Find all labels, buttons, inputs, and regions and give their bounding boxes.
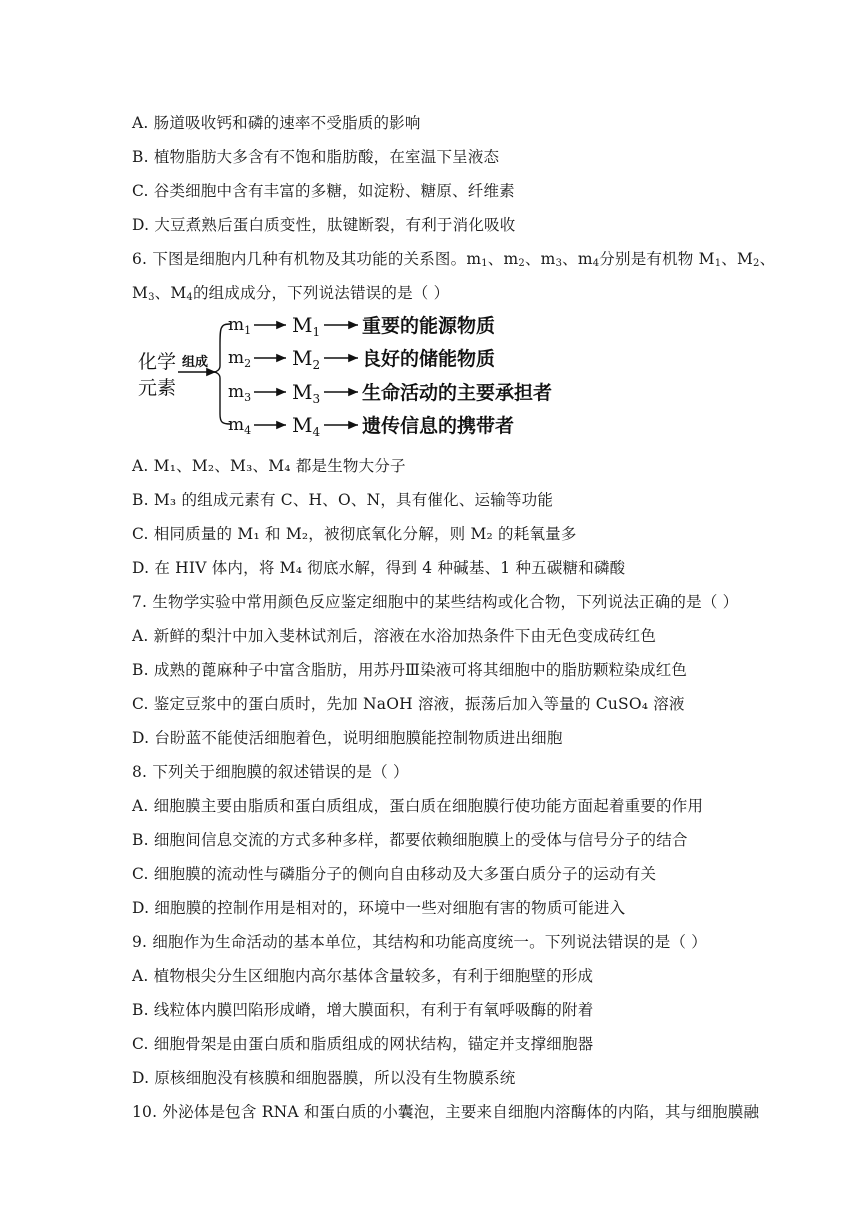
M2-function: 良好的储能物质 (362, 348, 496, 370)
q9-option-a: A. 植物根尖分生区细胞内高尔基体含量较多，有利于细胞壁的形成 (132, 967, 594, 985)
M4-function: 遗传信息的携带者 (362, 415, 515, 437)
q6-option-c: C. 相同质量的 M₁ 和 M₂，被彻底氧化分解，则 M₂ 的耗氧量多 (132, 525, 577, 543)
q7-option-c: C. 鉴定豆浆中的蛋白质时，先加 NaOH 溶液，振荡后加入等量的 CuSO₄ 溶液 (132, 695, 685, 713)
m1-label: $m_1$ (228, 315, 252, 337)
M4-label: $M_4$ (292, 413, 321, 439)
q10-stem: 10. 外泌体是包含 RNA 和蛋白质的小囊泡，主要来自细胞内溶酶体的内陷，其与细胞膜融 (132, 1103, 760, 1121)
q7-option-d: D. 台盼蓝不能使活细胞着色，说明细胞膜能控制物质进出细胞 (132, 729, 563, 747)
M3-label: $M_3$ (292, 380, 321, 406)
q8-option-a: A. 细胞膜主要由脂质和蛋白质组成，蛋白质在细胞膜行使功能方面起着重要的作用 (132, 797, 704, 815)
q6-option-a: A. M₁、M₂、M₃、M₄ 都是生物大分子 (132, 457, 406, 475)
q8-option-d: D. 细胞膜的控制作用是相对的，环境中一些对细胞有害的物质可能进入 (132, 899, 626, 917)
diagram-label-elements: 元素 (138, 377, 177, 399)
q5-option-b: B. 植物脂肪大多含有不饱和脂肪酸，在室温下呈液态 (132, 148, 500, 166)
q5-option-d: D. 大豆煮熟后蛋白质变性，肽键断裂，有利于消化吸收 (132, 216, 516, 234)
q5-option-c: C. 谷类细胞中含有丰富的多糖，如淀粉、糖原、纤维素 (132, 182, 515, 200)
q5-option-a: A. 肠道吸收钙和磷的速率不受脂质的影响 (132, 114, 421, 132)
q8-stem: 8. 下列关于细胞膜的叙述错误的是（ ） (132, 763, 409, 781)
q6-stem-line1: 6. 下图是细胞内几种有机物及其功能的关系图。$m_1$、$m_2$、$m_3$、$m_4$分别是有机物 $M_1$、$M_2$、 (132, 250, 776, 269)
M2-label: $M_2$ (292, 346, 321, 372)
diagram-label-chemical: 化学 (138, 351, 177, 373)
q7-option-b: B. 成熟的蓖麻种子中富含脂肪，用苏丹Ⅲ染液可将其细胞中的脂肪颗粒染成红色 (132, 661, 688, 679)
q6-option-d: D. 在 HIV 体内，将 M₄ 彻底水解，得到 4 种碱基、1 种五碳糖和磷酸 (132, 559, 626, 577)
m4-label: $m_4$ (228, 415, 252, 437)
diagram-row-2 (228, 346, 495, 372)
diagram-row-1 (228, 313, 495, 339)
q9-stem: 9. 细胞作为生命活动的基本单位，其结构和功能高度统一。下列说法错误的是（ ） (132, 933, 707, 951)
q7-stem: 7. 生物学实验中常用颜色反应鉴定细胞中的某些结构或化合物，下列说法正确的是（ ） (132, 593, 739, 611)
q9-option-b: B. 线粒体内膜凹陷形成嵴，增大膜面积，有利于有氧呼吸酶的附着 (132, 1001, 594, 1019)
q6-stem-line2: $M_3$、$M_4$的组成成分，下列说法错误的是（ ） (132, 284, 450, 303)
m3-label: $m_3$ (228, 382, 252, 404)
M3-function: 生命活动的主要承担者 (362, 382, 553, 404)
organic-compounds-diagram (138, 306, 558, 446)
m2-label: $m_2$ (228, 348, 252, 370)
q8-option-b: B. 细胞间信息交流的方式多种多样，都要依赖细胞膜上的受体与信号分子的结合 (132, 831, 688, 849)
diagram-row-3 (228, 380, 552, 406)
diagram-row-4 (228, 413, 514, 439)
q7-option-a: A. 新鲜的梨汁中加入斐林试剂后，溶液在水浴加热条件下由无色变成砖红色 (132, 627, 657, 645)
q6-option-b: B. M₃ 的组成元素有 C、H、O、N，具有催化、运输等功能 (132, 491, 554, 509)
q9-option-d: D. 原核细胞没有核膜和细胞器膜，所以没有生物膜系统 (132, 1069, 516, 1087)
q8-option-c: C. 细胞膜的流动性与磷脂分子的侧向自由移动及大多蛋白质分子的运动有关 (132, 865, 657, 883)
diagram-link-label: 组成 (182, 355, 209, 370)
diagram-brace (214, 324, 230, 424)
q9-option-c: C. 细胞骨架是由蛋白质和脂质组成的网状结构，锚定并支撑细胞器 (132, 1035, 594, 1053)
M1-function: 重要的能源物质 (362, 315, 496, 337)
M1-label: $M_1$ (292, 313, 321, 339)
